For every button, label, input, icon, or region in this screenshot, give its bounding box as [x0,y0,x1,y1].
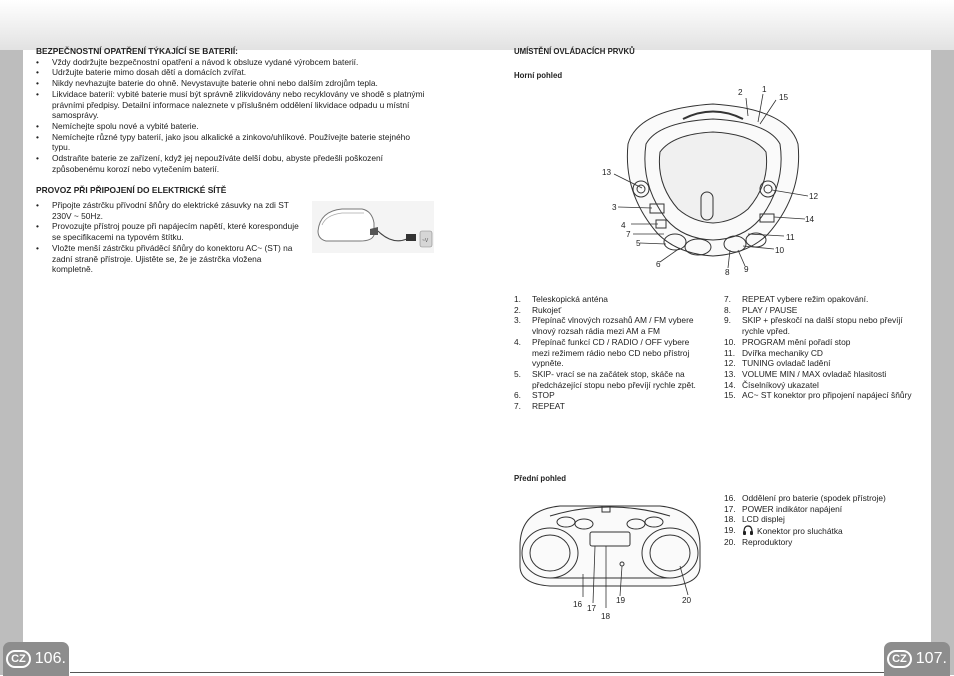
page-number: 106. [34,650,66,667]
list-item: 20. Reproduktory [724,536,793,547]
list-item: 7. REPEAT vybere režim opakování. [724,294,869,304]
callout-3: 3 [612,203,617,212]
list-item: • Připojte zástrčku přívodní šňůry do elektrické zásuvky na zdi ST 230V ~ 50Hz. [36,200,300,221]
header-band [0,0,954,50]
controls-list-col1 [514,294,704,412]
list-item: • Vložte menší zástrčku přiváděcí šňůry do konektoru AC~ (ST) na zadní straně přístroje. Ujistěte se, že je zástrčka vložena kompletně. [36,243,300,275]
list-item: • Provozujte přístroj pouze při napájecím napětí, které koresponduje se specifikacemi na typovém štítku. [36,221,300,242]
list-item: 4. Přepínač funkcí CD / RADIO / OFF vybere mezi režimem rádio nebo CD nebo přístroj vypněte. [514,336,690,369]
page-number-badge-right [884,642,950,676]
callout-2: 2 [738,88,743,97]
page-number: 107. [915,650,947,667]
headphone-icon [742,525,754,535]
mains-power-heading: PROVOZ PŘI PŘIPOJENÍ DO ELEKTRICKÉ SÍTĚ [36,185,227,196]
callout-6: 6 [656,260,661,269]
front-view-label: Přední pohled [514,474,566,483]
callout-11: 11 [786,233,795,242]
callout-19: 19 [616,596,626,605]
battery-safety-list [36,57,426,175]
list-item: 19. Konektor pro sluchátka [724,525,843,537]
callout-7: 7 [626,230,631,239]
list-item: • Likvidace baterií: vybité baterie musí být správně zlikvidovány nebo recyklovány ve shodě s platnými právními předpisy. Detailní informace naleznete v příslušném oddělení likvidace odpadu u místní samosprávy. [36,89,426,121]
list-item: 3. Přepínač vlnových rozsahů AM / FM vybere vlnový rozsah rádia mezi AM a FM [514,315,694,337]
front-view-diagram [510,496,710,622]
right-margin-strip [931,50,954,675]
list-item: 16. Oddělení pro baterie (spodek přístroje) [724,493,886,503]
left-page-content [36,46,426,196]
left-margin-strip [0,50,23,675]
top-view-label: Horní pohled [514,71,563,80]
list-item: 7. REPEAT [514,401,565,412]
list-item: • Nikdy nevhazujte baterie do ohně. Nevystavujte baterie ohni nebo dalším zdrojům tepla. [36,78,426,89]
callout-17: 17 [587,604,597,613]
callout-13: 13 [602,168,612,177]
callout-4: 4 [621,221,626,230]
callout-20: 20 [682,596,692,605]
socket-mark: ~V [422,238,429,244]
callout-16: 16 [573,600,583,609]
list-item: • Odstraňte baterie ze zařízení, když jej nepoužíváte delší dobu, abyste předešli poškození způsobenému korozí nebo vytečením baterií. [36,153,426,174]
list-item: • Udržujte baterie mimo dosah dětí a domácích zvířat. [36,67,426,78]
callout-1: 1 [762,85,767,94]
list-item: 14. Číselníkový ukazatel [724,379,819,390]
callout-18: 18 [601,612,611,621]
list-item: • Nemíchejte spolu nové a vybité baterie. [36,121,426,132]
footer-rule [70,672,884,673]
list-item: 10. PROGRAM mění pořadí stop [724,336,851,347]
callout-8: 8 [725,268,730,277]
mains-power-section [36,200,300,275]
mains-power-list [36,200,300,275]
callout-9: 9 [744,265,749,274]
list-item: 1. Teleskopická anténa [514,294,608,304]
callout-15: 15 [779,93,789,102]
list-item: 6. STOP [514,390,555,401]
controls-heading: UMÍSTĚNÍ OVLÁDACÍCH PRVKŮ [514,47,635,56]
battery-safety-heading: BEZPEČNOSTNÍ OPATŘENÍ TÝKAJÍCÍ SE BATERIÍ: [36,46,238,56]
callout-10: 10 [775,246,785,255]
callout-14: 14 [805,215,815,224]
list-item: 8. PLAY / PAUSE [724,304,798,315]
list-item: 5. SKIP- vrací se na začátek stop, skáče na předcházející stopu nebo převíjí rychle zpět. [514,368,696,390]
list-item: 9. SKIP + přeskočí na další stopu nebo převíjí rychle vpřed. [724,315,903,337]
list-item: 2. Rukojeť [514,304,562,315]
power-cord-illustration [312,201,434,253]
list-item: • Nemíchejte různé typy baterií, jako jsou alkalické a zinkovo/uhlíkové. Používejte baterie stejného typu. [36,132,426,153]
page-number-badge-left [3,642,69,676]
top-view-diagram [598,84,823,279]
list-item: 15. AC~ ST konektor pro připojení napájecí šňůry [724,390,912,401]
list-item: • Vždy dodržujte bezpečnostní opatření a návod k obsluze vydané výrobcem baterií. [36,57,426,68]
list-item: 12. TUNING ovladač ladění [724,358,831,369]
list-item: 18. LCD displej [724,514,785,525]
callout-5: 5 [636,239,641,248]
controls-list-col2 [724,294,924,401]
controls-list-front [724,493,924,548]
callout-12: 12 [809,192,819,201]
language-badge: CZ [6,650,31,668]
list-item: 13. VOLUME MIN / MAX ovladač hlasitosti [724,368,887,379]
language-badge: CZ [887,650,912,668]
list-item: 11. Dvířka mechaniky CD [724,347,823,358]
list-item: 17. POWER indikátor napájení [724,503,843,514]
